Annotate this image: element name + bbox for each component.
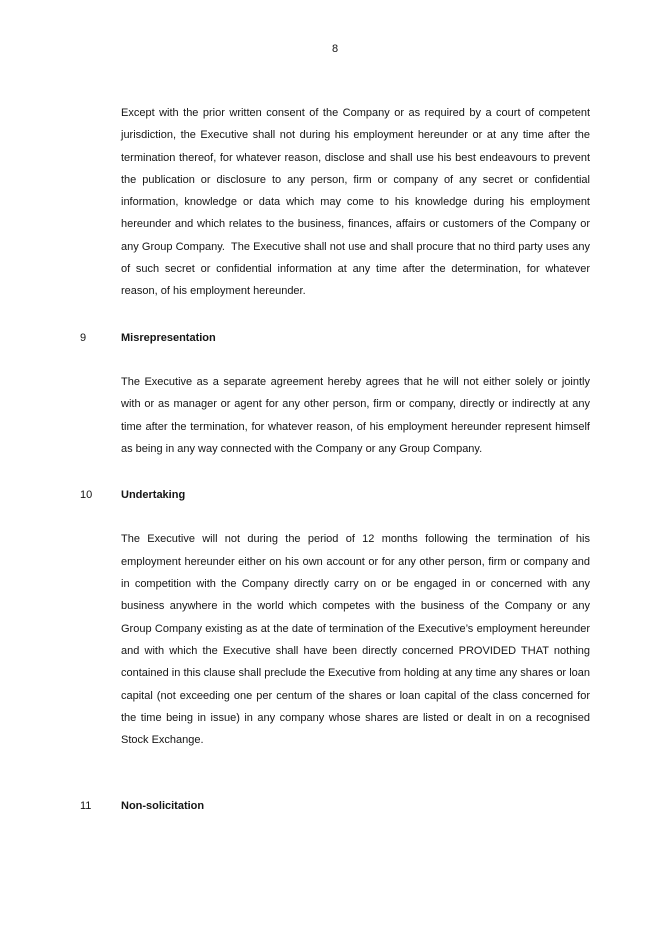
confidentiality-continuation-paragraph: Except with the prior written consent of the Company or as required by a court of competent jurisdiction, the Executive shall not during his employment hereunder or at any time after the termination thereof, for whatever reason, disclose and shall use his best endeavours to prevent the publication or disclosure to any person, firm or company of any secret or confidential information, knowledge or data which may come to his knowledge during his employment hereunder and which relates to the business, finances, affairs or customers of the Company or any Group Company. The Executive shall not use and shall procure that no third party uses any of such secret or confidential information at any time after the determination, for whatever reason, of his employment hereunder. bbox=[121, 107, 590, 298]
section-misrepresentation bbox=[80, 327, 590, 460]
section-heading-row bbox=[80, 327, 590, 349]
section-paragraph: The Executive will not during the period of 12 months following the termination of his employment hereunder either on his own account or for any other person, firm or company and in competition with the Company directly carry on or be engaged in or concerned with any business anywhere in the world which competes with the business of the Company or any Group Company existing as at the date of termination of the Executive’s employment hereunder and with which the Executive shall have been directly concerned PROVIDED THAT nothing contained in this clause shall preclude the Executive from holding at any time any shares or loan capital (not exceeding one per centum of the shares or loan capital of the class concerned for the time being in issue) in any company whose shares are listed or dealt in on a recognised Stock Exchange. bbox=[121, 533, 590, 747]
section-heading-row bbox=[80, 795, 590, 817]
section-heading-row bbox=[80, 484, 590, 506]
section-heading: Misrepresentation bbox=[121, 331, 216, 344]
section-number: 11 bbox=[80, 800, 92, 813]
section-number: 10 bbox=[80, 489, 93, 502]
section-heading: Undertaking bbox=[121, 489, 186, 502]
page-number: 8 bbox=[331, 43, 339, 55]
section-heading: Non-solicitation bbox=[121, 800, 205, 813]
section-undertaking bbox=[80, 484, 590, 751]
section-paragraph: The Executive as a separate agreement hereby agrees that he will not either solely or jointly with or as manager or agent for any other person, firm or company, directly or indirectly at any time after the termination, for whatever reason, of his employment hereunder represent himself as being in any way connected with the Company or any Group Company. bbox=[121, 375, 590, 455]
section-number: 9 bbox=[80, 331, 87, 344]
section-non-solicitation bbox=[80, 795, 590, 817]
document-body bbox=[80, 102, 590, 818]
